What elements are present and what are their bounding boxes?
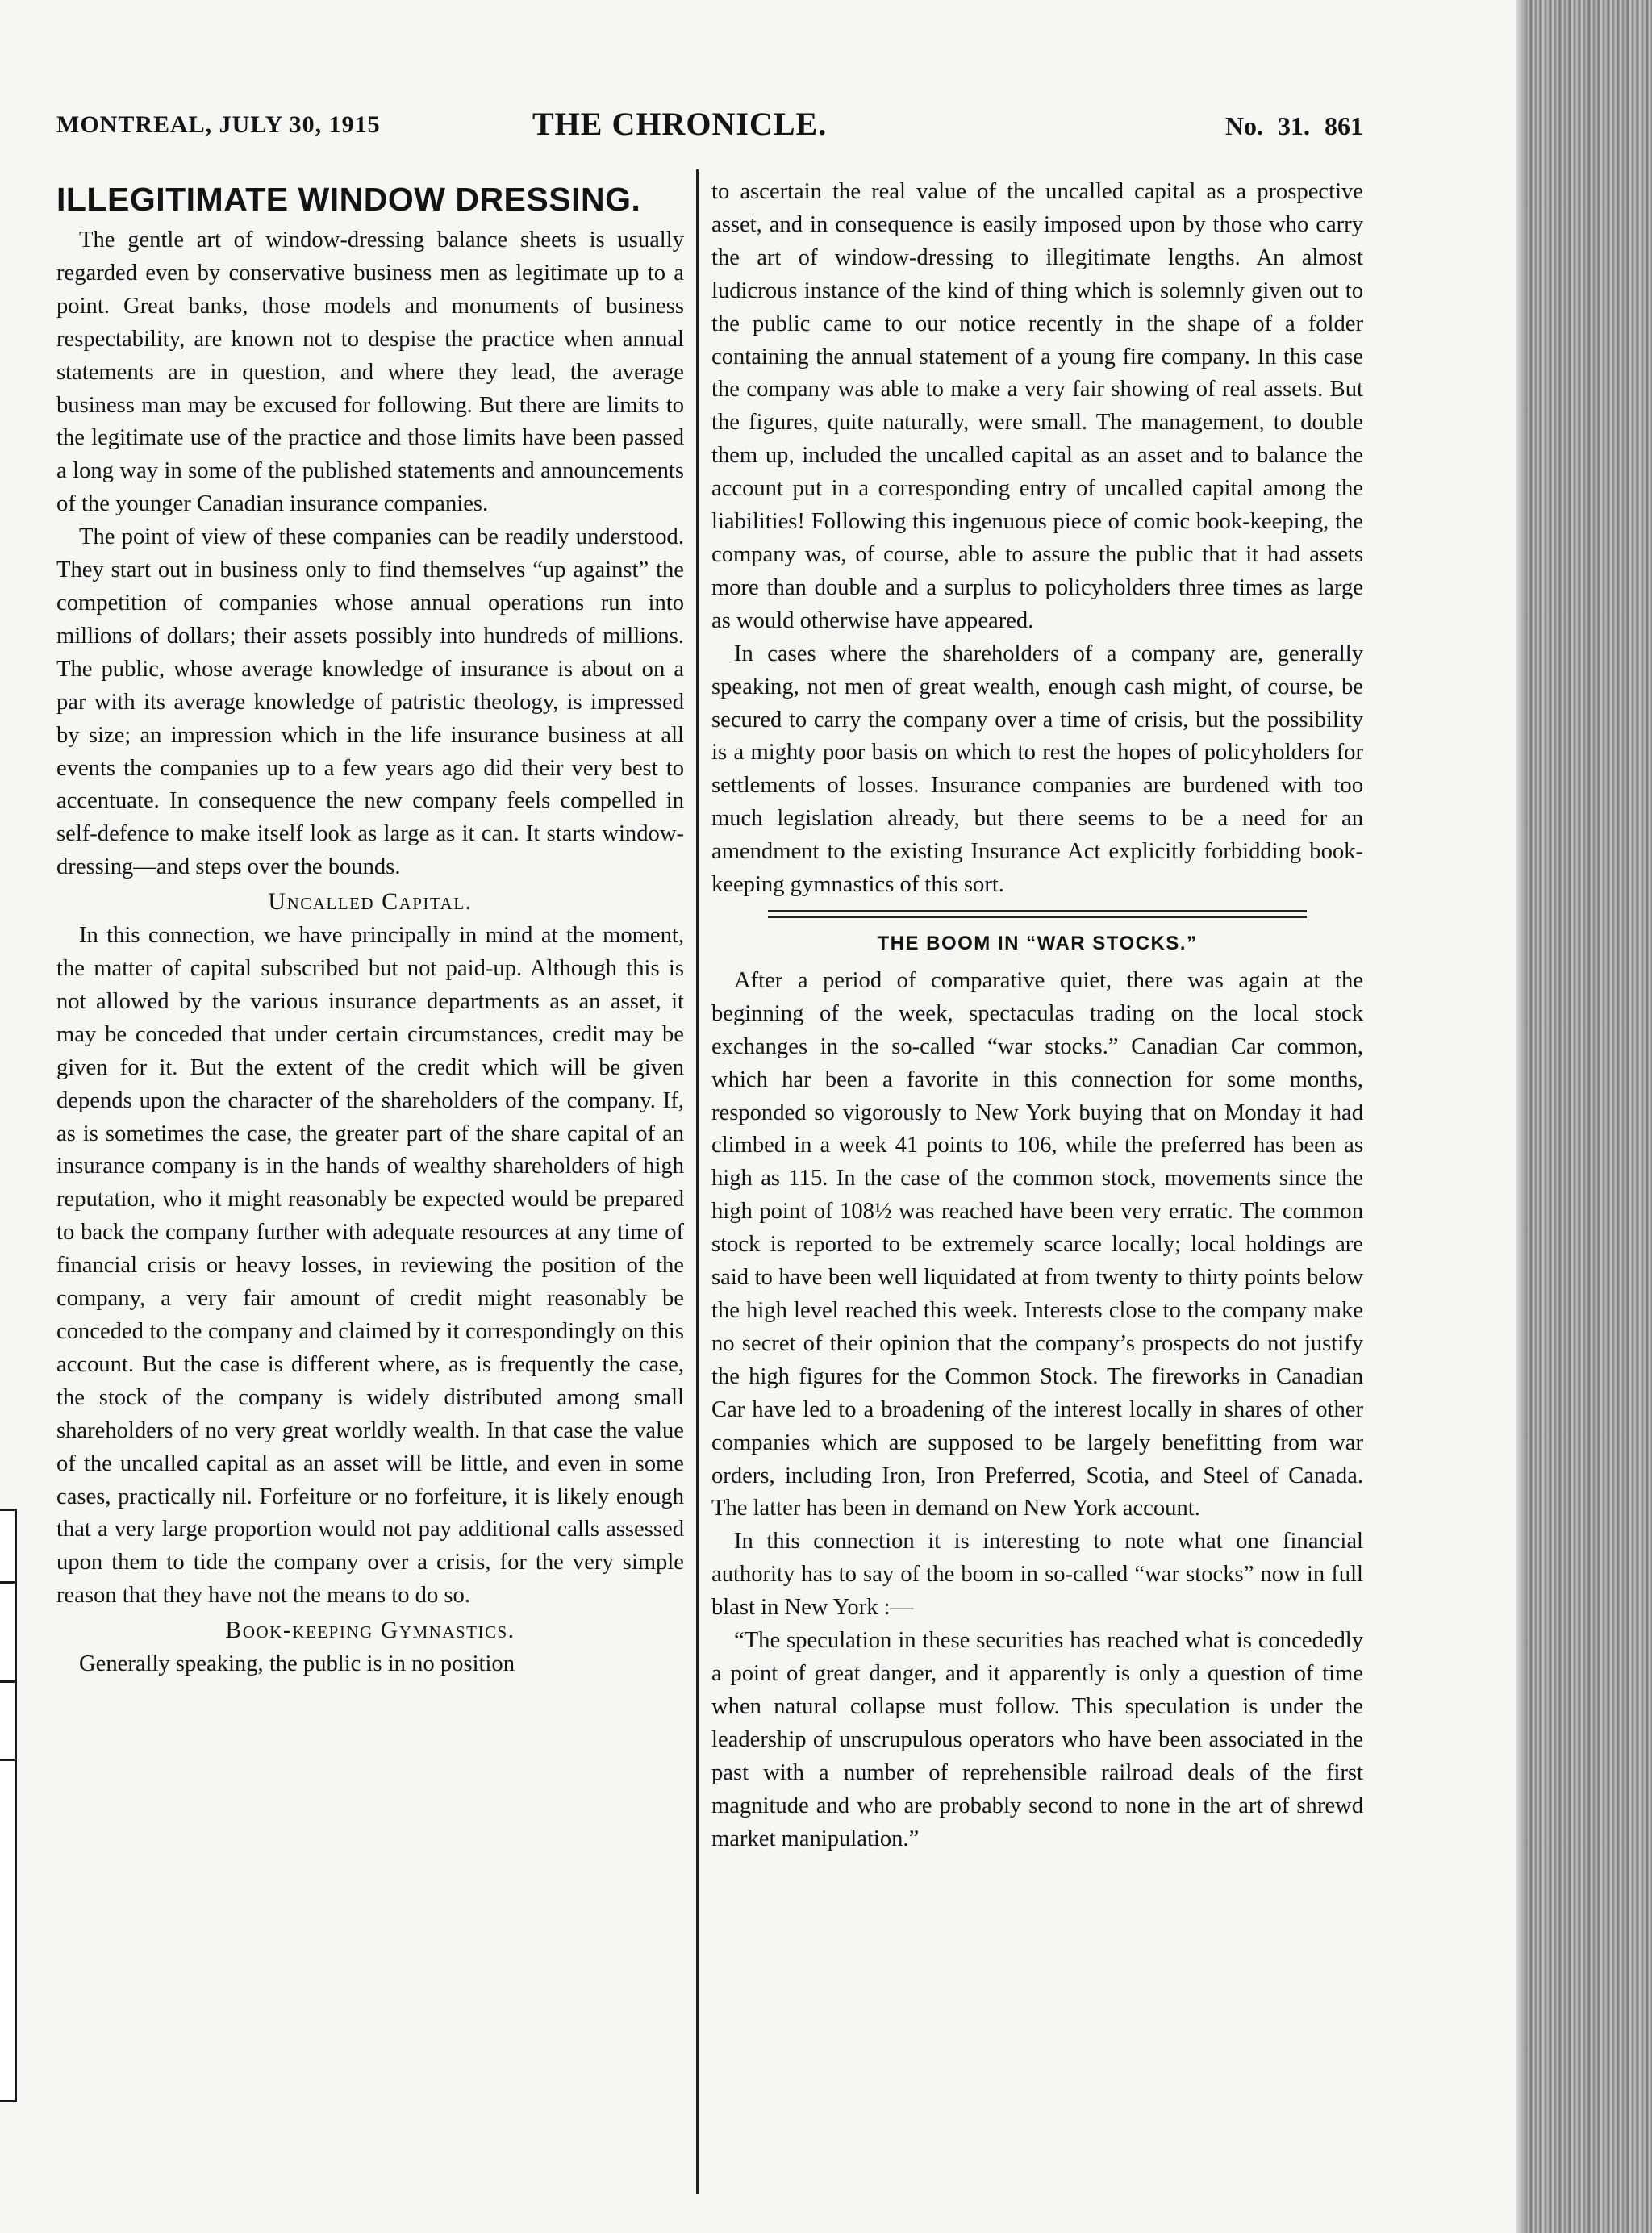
section-divider — [768, 910, 1307, 918]
margin-box — [0, 1759, 17, 2102]
quoted-paragraph: “The speculation in these securities has reached what is concededly a point of great danger, and it apparently is only a question of time when natural collapse must follow. This speculation is under the leadership of unscrupulous operators who have been associated in the past with a number of reprehensible railroad deals of the first magnitude and who are probably second to none in the art of shrewd market manipulation.” — [711, 1628, 1363, 1851]
article-paragraph: In cases where the shareholders of a company are, generally speaking, not men of great wealth, enough cash might, of course, be secured to carry the company over a time of crisis, but the possibility is a mighty poor basis on which to rest the hopes of policyholders for settlements of losses. Insurance companies are burdened with too much legislation already, but there seems to be a need for an amendment to the existing Insurance Act explicitly forbidding book-keeping gymnastics of this sort. — [711, 641, 1363, 898]
book-edge — [1526, 0, 1652, 2233]
article-paragraph: Generally speaking, the public is in no position — [79, 1651, 515, 1677]
page-header — [56, 98, 1363, 147]
article-paragraph: In this connection it is interesting to note what one financial authority has to say of the boom in so-called “war stocks” now in full blast in New York :— — [711, 1529, 1363, 1621]
newspaper-page — [56, 89, 1363, 2202]
article-paragraph: In this connection, we have principally in mind at the moment, the matter of capital subscribed but not paid-up. Although this is not allowed by the various insurance departments as an asset, it may be conceded that under certain circumstances, credit may be given for it. But the extent of the credit which will be given depends upon the character of the shareholders of the company. If, as is sometimes the case, the greater part of the share capital of an insurance company is in the hands of wealthy shareholders of high reputation, who it might reasonably be expected would be prepared to back the company further with adequate resources at any time of financial crisis or heavy losses, in reviewing the position of the company, a very fair amount of credit might reasonably be conceded to the company and claimed by it correspondingly on this account. But the case is different where, as is frequently the case, the stock of the company is widely distributed among small shareholders of no very great worldly wealth. In that case the value of the uncalled capital as an asset will be little, and even in some cases, practically nil. Forfeiture or no forfeiture, it is likely enough that a very large proportion would not pay additional calls assessed upon them to tide the company over a crisis, for the very simple reason that they have not the means to do so. — [56, 923, 684, 1609]
article-paragraph: After a period of comparative quiet, there was again at the beginning of the week, spectaculas trading on the local stock exchanges in the so-called “war stocks.” Canadian Car common, which har been a favorite in this connection for some months, responded so vigorously to New York buying that on Monday it had climbed in a week 41 points to 106, while the preferred has been as high as 115. In the case of the common stock, movements since the high point of 108½ was reached have been very erratic. The common stock is reported to be extremely scarce locally; local holdings are said to have been well liquidated at from twenty to thirty points below the high level reached this week. Interests close to the company make no secret of their opinion that the company’s prospects do not justify the high figures for the Common Stock. The fireworks in Canadian Car have led to a broadening of the interest locally in shares of other companies which are supposed to be largely benefitting from war orders, including Iron, Iron Preferred, Scotia, and Steel of Canada. The latter has been in demand on New York account. — [711, 967, 1363, 1521]
header-date: MONTREAL, JULY 30, 1915 — [56, 111, 381, 138]
right-column — [711, 176, 1363, 1855]
left-column — [56, 176, 684, 1681]
article-title: THE BOOM IN “WAR STOCKS.” — [877, 932, 1198, 954]
article-paragraph-continued: to ascertain the real value of the uncalled capital as a prospective asset, and in consequence is easily imposed upon by those who carry the art of window-dressing to illegitimate lengths. An almost ludicrous instance of the kind of thing which is solemnly given out to the public came to our notice recently in the shape of a folder containing the annual statement of a young fire company. In this case the company was able to make a very fair showing of real assets. But the figures, quite naturally, were small. The management, to double them up, included the uncalled capital as an asset and to balance the account put in a corresponding entry of uncalled capital among the liabilities! Following this ingenuous piece of comic book-keeping, the company was, of course, able to assure the public that it had assets more than double and a surplus to policyholders three times as large as would otherwise have appeared. — [711, 179, 1363, 633]
column-rule — [696, 169, 699, 2194]
margin-box — [0, 1581, 17, 1683]
article-title: ILLEGITIMATE WINDOW DRESSING. — [56, 181, 641, 218]
subheading: Uncalled Capital. — [268, 888, 473, 916]
article-paragraph: The point of view of these companies can be readily understood. They start out in business only to find themselves “up against” the competition of companies whose annual operations run into millions of dollars; their assets possibly into hundreds of millions. The public, whose average knowledge of insurance is about on a par with its average knowledge of patristic theology, is impressed by size; an impression which in the life insurance business at all events the companies up to a few years ago did their very best to accentuate. In consequence the new company feels compelled in self-defence to make itself look as large as it can. It starts window-dressing—and steps over the bounds. — [56, 524, 684, 880]
page-gutter — [1516, 0, 1526, 2233]
subheading: Book-keeping Gymnastics. — [225, 1617, 515, 1644]
header-issue: No. 31. 861 — [1224, 111, 1363, 140]
article-paragraph: The gentle art of window-dressing balance sheets is usually regarded even by conservative business men as legitimate up to a point. Great banks, those models and monuments of business respectability, are known not to despise the practice when annual statements are in question, and where they lead, the average business man may be excused for following. But there are limits to the legitimate use of the practice and those limits have been passed a long way in some of the published statements and announcements of the younger Canadian insurance companies. — [56, 227, 684, 517]
header-title: THE CHRONICLE. — [532, 106, 828, 142]
